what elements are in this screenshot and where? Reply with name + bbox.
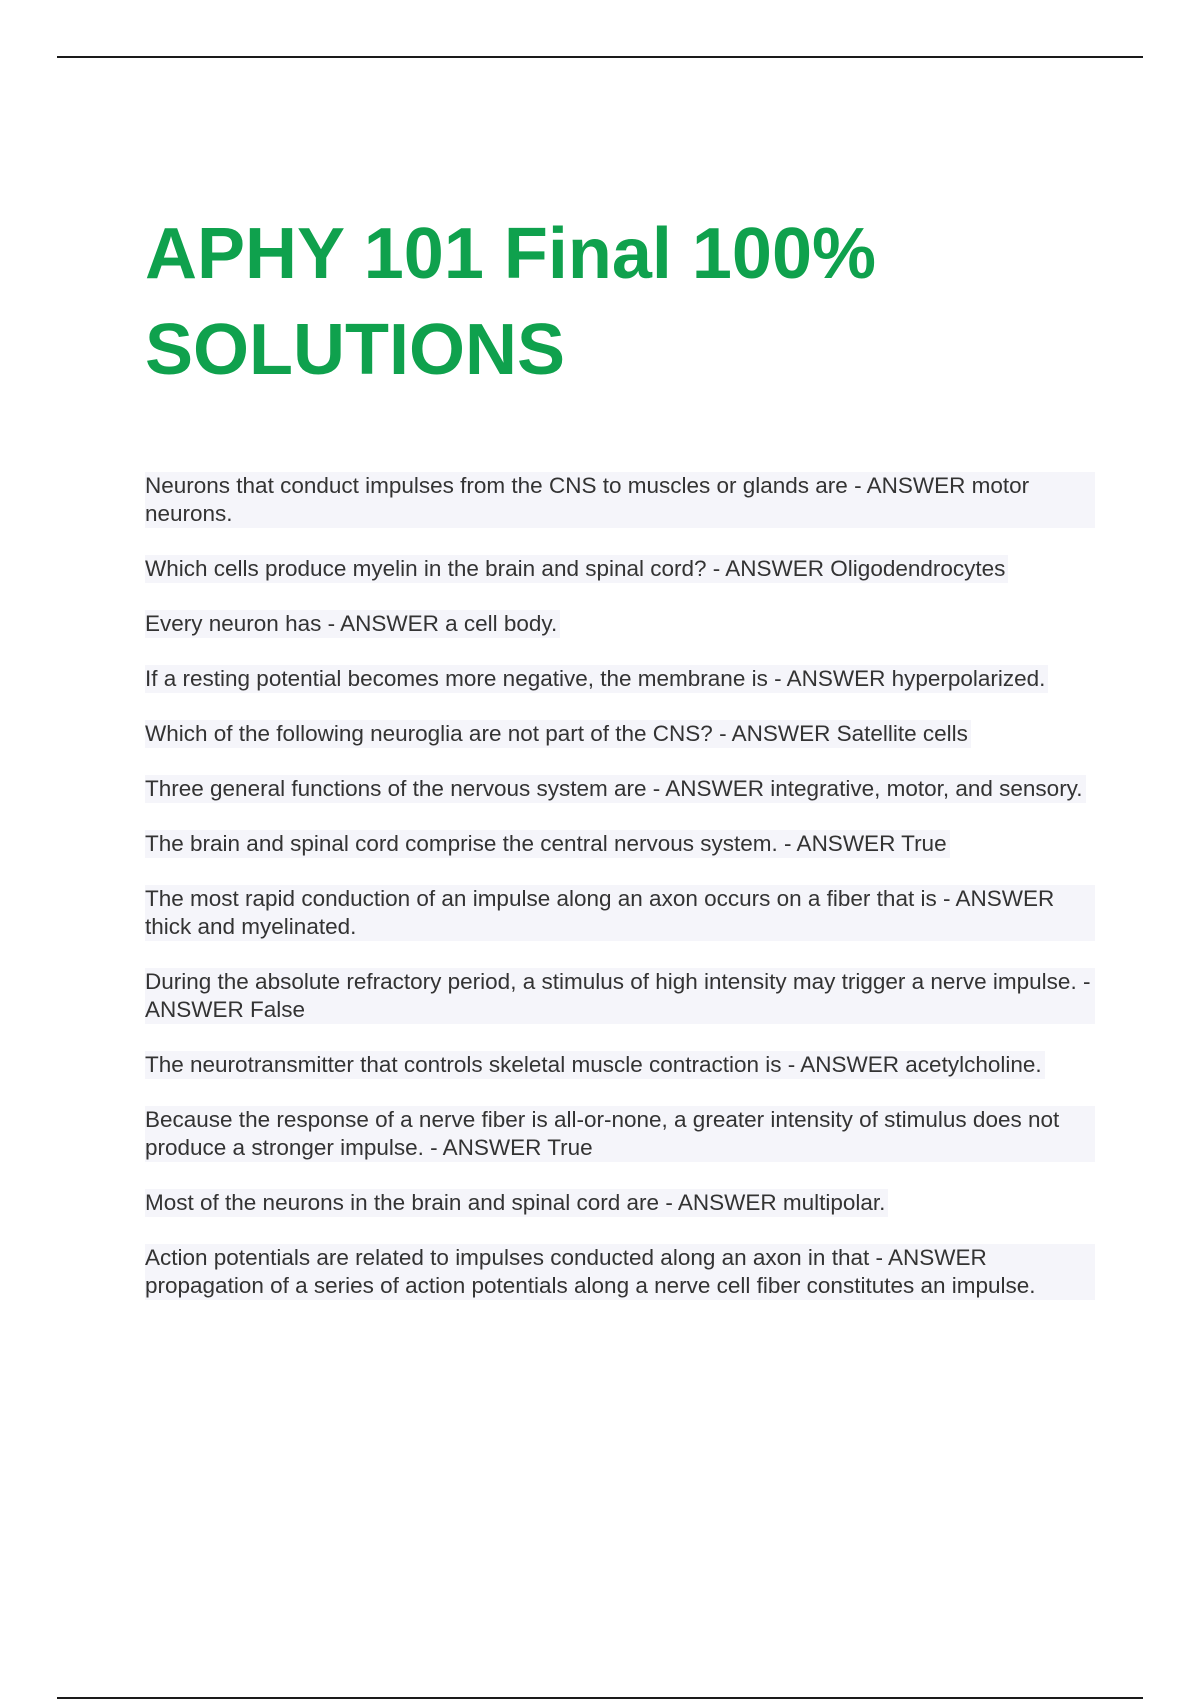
qa-item: Because the response of a nerve fiber is all-or-none, a greater intensity of stimulus does not produce a stronger impulse. - ANSWER True: [145, 1106, 1095, 1162]
document-title: [145, 206, 1095, 398]
qa-item: Which cells produce myelin in the brain and spinal cord? - ANSWER Oligodendrocytes: [145, 555, 1095, 583]
qa-item: Action potentials are related to impulses conducted along an axon in that - ANSWER propagation of a series of action potentials along a nerve cell fiber constitutes an impulse.: [145, 1244, 1095, 1300]
qa-item: Which of the following neuroglia are not part of the CNS? - ANSWER Satellite cells: [145, 720, 1095, 748]
qa-item: Three general functions of the nervous system are - ANSWER integrative, motor, and sensory.: [145, 775, 1095, 803]
qa-item: The most rapid conduction of an impulse along an axon occurs on a fiber that is - ANSWER thick and myelinated.: [145, 885, 1095, 941]
qa-item: During the absolute refractory period, a stimulus of high intensity may trigger a nerve impulse. - ANSWER False: [145, 968, 1095, 1024]
qa-item: Neurons that conduct impulses from the CNS to muscles or glands are - ANSWER motor neurons.: [145, 472, 1095, 528]
title-line-1: APHY 101 Final 100%: [145, 214, 877, 294]
header-rule: [57, 56, 1143, 58]
qa-item: If a resting potential becomes more negative, the membrane is - ANSWER hyperpolarized.: [145, 665, 1095, 693]
footer-rule: [57, 1697, 1143, 1699]
qa-list: [145, 472, 1095, 1300]
qa-item: The brain and spinal cord comprise the central nervous system. - ANSWER True: [145, 830, 1095, 858]
qa-item: Most of the neurons in the brain and spinal cord are - ANSWER multipolar.: [145, 1189, 1095, 1217]
title-line-2: SOLUTIONS: [145, 310, 566, 390]
qa-item: The neurotransmitter that controls skeletal muscle contraction is - ANSWER acetylcholine.: [145, 1051, 1095, 1079]
qa-item: Every neuron has - ANSWER a cell body.: [145, 610, 1095, 638]
